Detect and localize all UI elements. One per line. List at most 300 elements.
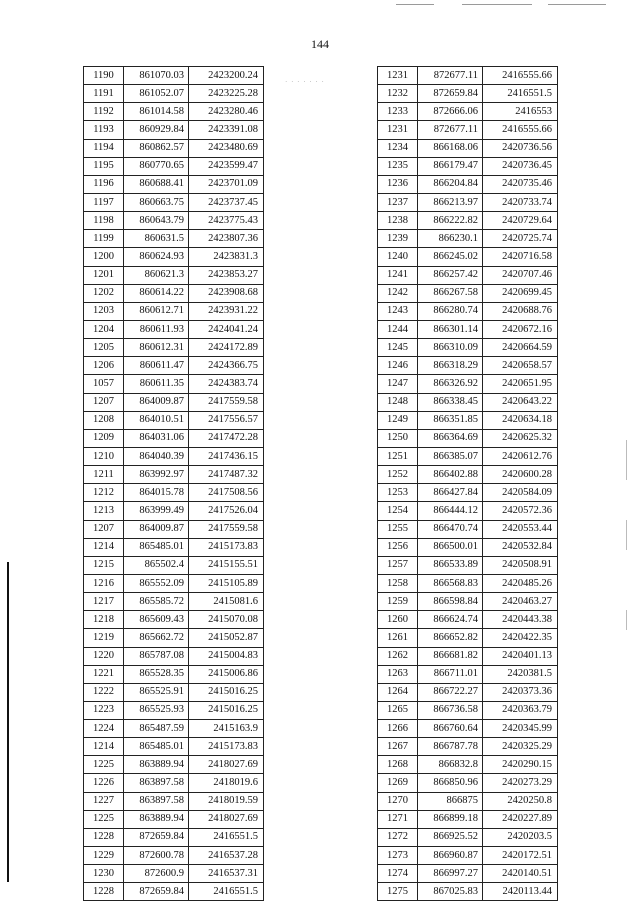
point-number: 1204 (84, 320, 124, 338)
x-coordinate: 865528.35 (124, 665, 189, 683)
point-number: 1225 (84, 756, 124, 774)
x-coordinate: 866568.83 (418, 574, 483, 592)
y-coordinate: 2417559.58 (189, 520, 264, 538)
table-row (378, 212, 558, 230)
page-number: 144 (311, 37, 329, 51)
y-coordinate: 2415052.87 (189, 629, 264, 647)
point-number: 1242 (378, 284, 418, 302)
y-coordinate: 2420345.99 (483, 720, 558, 738)
y-coordinate: 2420572.36 (483, 502, 558, 520)
table-row (84, 683, 264, 701)
x-coordinate: 865485.01 (124, 738, 189, 756)
point-number: 1267 (378, 738, 418, 756)
x-coordinate: 860612.71 (124, 302, 189, 320)
y-coordinate: 2420736.56 (483, 139, 558, 157)
x-coordinate: 860631.5 (124, 230, 189, 248)
table-row (378, 339, 558, 357)
point-number: 1191 (84, 85, 124, 103)
y-coordinate: 2420140.51 (483, 865, 558, 883)
y-coordinate: 2423599.47 (189, 157, 264, 175)
x-coordinate: 872659.84 (124, 828, 189, 846)
x-coordinate: 860621.3 (124, 266, 189, 284)
x-coordinate: 872600.9 (124, 865, 189, 883)
x-coordinate: 866364.69 (418, 429, 483, 447)
x-coordinate: 860611.47 (124, 357, 189, 375)
table-row (84, 284, 264, 302)
y-coordinate: 2423701.09 (189, 175, 264, 193)
point-number: 1228 (84, 828, 124, 846)
y-coordinate: 2420736.45 (483, 157, 558, 175)
x-coordinate: 866267.58 (418, 284, 483, 302)
y-coordinate: 2420113.44 (483, 883, 558, 901)
y-coordinate: 2420625.32 (483, 429, 558, 447)
x-coordinate: 861070.03 (124, 67, 189, 85)
x-coordinate: 866925.52 (418, 828, 483, 846)
y-coordinate: 2423807.36 (189, 230, 264, 248)
y-coordinate: 2420658.57 (483, 357, 558, 375)
y-coordinate: 2424041.24 (189, 320, 264, 338)
x-coordinate: 860643.79 (124, 212, 189, 230)
point-number: 1219 (84, 629, 124, 647)
y-coordinate: 2420716.58 (483, 248, 558, 266)
table-row (84, 103, 264, 121)
table-row (84, 302, 264, 320)
x-coordinate: 860611.93 (124, 320, 189, 338)
x-coordinate: 865662.72 (124, 629, 189, 647)
table-row (84, 774, 264, 792)
y-coordinate: 2420725.74 (483, 230, 558, 248)
point-number: 1231 (378, 67, 418, 85)
x-coordinate: 866899.18 (418, 810, 483, 828)
point-number: 1237 (378, 193, 418, 211)
x-coordinate: 866326.92 (418, 375, 483, 393)
table-row (378, 665, 558, 683)
point-number: 1211 (84, 466, 124, 484)
x-coordinate: 866598.84 (418, 593, 483, 611)
point-number: 1218 (84, 611, 124, 629)
y-coordinate: 2420443.38 (483, 611, 558, 629)
table-row (84, 139, 264, 157)
x-coordinate: 864009.87 (124, 520, 189, 538)
x-coordinate: 866470.74 (418, 520, 483, 538)
y-coordinate: 2418019.6 (189, 774, 264, 792)
table-row (378, 230, 558, 248)
x-coordinate: 860770.65 (124, 157, 189, 175)
table-row (378, 429, 558, 447)
table-row (84, 320, 264, 338)
table-row (84, 212, 264, 230)
point-number: 1192 (84, 103, 124, 121)
y-coordinate: 2420381.5 (483, 665, 558, 683)
y-coordinate: 2420250.8 (483, 792, 558, 810)
point-number: 1239 (378, 230, 418, 248)
table-row (378, 647, 558, 665)
y-coordinate: 2420733.74 (483, 193, 558, 211)
point-number: 1264 (378, 683, 418, 701)
table-row (378, 810, 558, 828)
x-coordinate: 866681.82 (418, 647, 483, 665)
y-coordinate: 2423737.45 (189, 193, 264, 211)
x-coordinate: 866652.82 (418, 629, 483, 647)
table-row (378, 447, 558, 465)
table-row (84, 720, 264, 738)
table-row (84, 447, 264, 465)
x-coordinate: 866850.96 (418, 774, 483, 792)
table-row (84, 411, 264, 429)
x-coordinate: 860688.41 (124, 175, 189, 193)
point-number: 1222 (84, 683, 124, 701)
point-number: 1208 (84, 411, 124, 429)
table-row (378, 593, 558, 611)
x-coordinate: 865552.09 (124, 574, 189, 592)
point-number: 1255 (378, 520, 418, 538)
x-coordinate: 866301.14 (418, 320, 483, 338)
y-coordinate: 2420485.26 (483, 574, 558, 592)
y-coordinate: 2418019.59 (189, 792, 264, 810)
x-coordinate: 860929.84 (124, 121, 189, 139)
x-coordinate: 872677.11 (418, 67, 483, 85)
y-coordinate: 2420729.64 (483, 212, 558, 230)
x-coordinate: 865787.08 (124, 647, 189, 665)
x-coordinate: 861014.58 (124, 103, 189, 121)
x-coordinate: 866500.01 (418, 538, 483, 556)
y-coordinate: 2415016.25 (189, 701, 264, 719)
table-row (84, 266, 264, 284)
y-coordinate: 2424383.74 (189, 375, 264, 393)
point-number: 1231 (378, 121, 418, 139)
y-coordinate: 2420688.76 (483, 302, 558, 320)
y-coordinate: 2415163.9 (189, 720, 264, 738)
x-coordinate: 866997.27 (418, 865, 483, 883)
y-coordinate: 2417559.58 (189, 393, 264, 411)
table-row (378, 248, 558, 266)
table-row (84, 393, 264, 411)
point-number: 1201 (84, 266, 124, 284)
point-number: 1227 (84, 792, 124, 810)
x-coordinate: 866533.89 (418, 556, 483, 574)
scan-edge-mark (626, 520, 627, 550)
point-number: 1216 (84, 574, 124, 592)
x-coordinate: 866960.87 (418, 847, 483, 865)
point-number: 1228 (84, 883, 124, 901)
point-number: 1275 (378, 883, 418, 901)
y-coordinate: 2420612.76 (483, 447, 558, 465)
y-coordinate: 2420699.45 (483, 284, 558, 302)
y-coordinate: 2418027.69 (189, 810, 264, 828)
table-row (378, 701, 558, 719)
table-row (378, 847, 558, 865)
table-row (378, 683, 558, 701)
point-number: 1235 (378, 157, 418, 175)
x-coordinate: 866402.88 (418, 466, 483, 484)
coordinates-table-left (83, 66, 264, 901)
point-number: 1197 (84, 193, 124, 211)
point-number: 1226 (84, 774, 124, 792)
table-row (378, 538, 558, 556)
table-row (378, 720, 558, 738)
x-coordinate: 866213.97 (418, 193, 483, 211)
y-coordinate: 2420672.16 (483, 320, 558, 338)
table-row (84, 556, 264, 574)
table-row (84, 175, 264, 193)
scan-rule (548, 4, 606, 5)
point-number: 1247 (378, 375, 418, 393)
scan-edge-mark (626, 440, 627, 480)
x-coordinate: 864031.06 (124, 429, 189, 447)
table-row (378, 466, 558, 484)
x-coordinate: 866222.82 (418, 212, 483, 230)
point-number: 1220 (84, 647, 124, 665)
x-coordinate: 872659.84 (124, 883, 189, 901)
x-coordinate: 866711.01 (418, 665, 483, 683)
y-coordinate: 2420227.89 (483, 810, 558, 828)
y-coordinate: 2415004.83 (189, 647, 264, 665)
x-coordinate: 865585.72 (124, 593, 189, 611)
point-number: 1207 (84, 393, 124, 411)
table-row (84, 611, 264, 629)
point-number: 1256 (378, 538, 418, 556)
x-coordinate: 865525.91 (124, 683, 189, 701)
x-coordinate: 866280.74 (418, 302, 483, 320)
x-coordinate: 864015.78 (124, 484, 189, 502)
y-coordinate: 2416537.31 (189, 865, 264, 883)
y-coordinate: 2420373.36 (483, 683, 558, 701)
table-row (378, 139, 558, 157)
x-coordinate: 860611.35 (124, 375, 189, 393)
table-row (378, 738, 558, 756)
x-coordinate: 867025.83 (418, 883, 483, 901)
table-row (84, 484, 264, 502)
y-coordinate: 2423831.3 (189, 248, 264, 266)
table-row (84, 756, 264, 774)
y-coordinate: 2423280.46 (189, 103, 264, 121)
y-coordinate: 2420422.35 (483, 629, 558, 647)
table-row (84, 665, 264, 683)
point-number: 1213 (84, 502, 124, 520)
point-number: 1230 (84, 865, 124, 883)
point-number: 1252 (378, 466, 418, 484)
point-number: 1232 (378, 85, 418, 103)
y-coordinate: 2420707.46 (483, 266, 558, 284)
table-row (84, 121, 264, 139)
table-row (378, 67, 558, 85)
margin-bar (7, 562, 9, 882)
y-coordinate: 2420600.28 (483, 466, 558, 484)
x-coordinate: 863889.94 (124, 810, 189, 828)
point-number: 1214 (84, 538, 124, 556)
table-row (378, 320, 558, 338)
point-number: 1221 (84, 665, 124, 683)
point-number: 1268 (378, 756, 418, 774)
x-coordinate: 872659.84 (418, 85, 483, 103)
scan-smudge: · · · · · · · (285, 78, 325, 86)
scan-rule (462, 4, 532, 5)
point-number: 1223 (84, 701, 124, 719)
y-coordinate: 2418027.69 (189, 756, 264, 774)
y-coordinate: 2416551.5 (483, 85, 558, 103)
y-coordinate: 2423480.69 (189, 139, 264, 157)
x-coordinate: 866179.47 (418, 157, 483, 175)
y-coordinate: 2416551.5 (189, 883, 264, 901)
y-coordinate: 2416537.28 (189, 847, 264, 865)
table-row (378, 302, 558, 320)
x-coordinate: 866230.1 (418, 230, 483, 248)
table-row (84, 647, 264, 665)
x-coordinate: 866875 (418, 792, 483, 810)
point-number: 1229 (84, 847, 124, 865)
point-number: 1245 (378, 339, 418, 357)
point-number: 1253 (378, 484, 418, 502)
point-number: 1260 (378, 611, 418, 629)
y-coordinate: 2416555.66 (483, 121, 558, 139)
table-row (84, 85, 264, 103)
y-coordinate: 2420508.91 (483, 556, 558, 574)
point-number: 1261 (378, 629, 418, 647)
point-number: 1254 (378, 502, 418, 520)
table-row (84, 357, 264, 375)
point-number: 1195 (84, 157, 124, 175)
table-row (84, 520, 264, 538)
point-number: 1243 (378, 302, 418, 320)
point-number: 1257 (378, 556, 418, 574)
point-number: 1263 (378, 665, 418, 683)
y-coordinate: 2417508.56 (189, 484, 264, 502)
point-number: 1210 (84, 447, 124, 465)
point-number: 1250 (378, 429, 418, 447)
y-coordinate: 2415081.6 (189, 593, 264, 611)
x-coordinate: 865609.43 (124, 611, 189, 629)
y-coordinate: 2415173.83 (189, 738, 264, 756)
x-coordinate: 865502.4 (124, 556, 189, 574)
table-row (378, 883, 558, 901)
x-coordinate: 860862.57 (124, 139, 189, 157)
table-row (378, 193, 558, 211)
table-row (84, 429, 264, 447)
x-coordinate: 872677.11 (418, 121, 483, 139)
point-number: 1193 (84, 121, 124, 139)
y-coordinate: 2417487.32 (189, 466, 264, 484)
point-number: 1199 (84, 230, 124, 248)
x-coordinate: 863889.94 (124, 756, 189, 774)
table-row (84, 792, 264, 810)
y-coordinate: 2423908.68 (189, 284, 264, 302)
x-coordinate: 860663.75 (124, 193, 189, 211)
point-number: 1198 (84, 212, 124, 230)
x-coordinate: 863999.49 (124, 502, 189, 520)
x-coordinate: 866257.42 (418, 266, 483, 284)
point-number: 1249 (378, 411, 418, 429)
table-row (378, 375, 558, 393)
y-coordinate: 2423225.28 (189, 85, 264, 103)
x-coordinate: 860614.22 (124, 284, 189, 302)
x-coordinate: 860624.93 (124, 248, 189, 266)
x-coordinate: 864040.39 (124, 447, 189, 465)
table-row (84, 865, 264, 883)
table-row (378, 865, 558, 883)
point-number: 1224 (84, 720, 124, 738)
point-number: 1270 (378, 792, 418, 810)
point-number: 1266 (378, 720, 418, 738)
point-number: 1202 (84, 284, 124, 302)
y-coordinate: 2420363.79 (483, 701, 558, 719)
table-row (84, 339, 264, 357)
point-number: 1190 (84, 67, 124, 85)
point-number: 1271 (378, 810, 418, 828)
x-coordinate: 866245.02 (418, 248, 483, 266)
table-row (378, 611, 558, 629)
y-coordinate: 2424172.89 (189, 339, 264, 357)
y-coordinate: 2420172.51 (483, 847, 558, 865)
x-coordinate: 865525.93 (124, 701, 189, 719)
table-row (378, 629, 558, 647)
point-number: 1258 (378, 574, 418, 592)
x-coordinate: 866204.84 (418, 175, 483, 193)
x-coordinate: 866427.84 (418, 484, 483, 502)
point-number: 1262 (378, 647, 418, 665)
point-number: 1217 (84, 593, 124, 611)
x-coordinate: 861052.07 (124, 85, 189, 103)
table-row (378, 556, 558, 574)
x-coordinate: 866351.85 (418, 411, 483, 429)
point-number: 1244 (378, 320, 418, 338)
y-coordinate: 2420290.15 (483, 756, 558, 774)
point-number: 1234 (378, 139, 418, 157)
x-coordinate: 866444.12 (418, 502, 483, 520)
table-row (378, 357, 558, 375)
x-coordinate: 866168.06 (418, 139, 483, 157)
y-coordinate: 2420553.44 (483, 520, 558, 538)
y-coordinate: 2423775.43 (189, 212, 264, 230)
point-number: 1259 (378, 593, 418, 611)
y-coordinate: 2420735.46 (483, 175, 558, 193)
table-row (84, 883, 264, 901)
x-coordinate: 863897.58 (124, 792, 189, 810)
x-coordinate: 865487.59 (124, 720, 189, 738)
point-number: 1274 (378, 865, 418, 883)
point-number: 1238 (378, 212, 418, 230)
x-coordinate: 866832.8 (418, 756, 483, 774)
y-coordinate: 2420401.13 (483, 647, 558, 665)
x-coordinate: 866385.07 (418, 447, 483, 465)
y-coordinate: 2417526.04 (189, 502, 264, 520)
y-coordinate: 2420273.29 (483, 774, 558, 792)
y-coordinate: 2416551.5 (189, 828, 264, 846)
x-coordinate: 866318.29 (418, 357, 483, 375)
table-row (378, 411, 558, 429)
x-coordinate: 864010.51 (124, 411, 189, 429)
table-row (84, 828, 264, 846)
y-coordinate: 2423853.27 (189, 266, 264, 284)
x-coordinate: 866787.78 (418, 738, 483, 756)
x-coordinate: 866624.74 (418, 611, 483, 629)
y-coordinate: 2420532.84 (483, 538, 558, 556)
x-coordinate: 864009.87 (124, 393, 189, 411)
table-row (378, 175, 558, 193)
table-row (378, 121, 558, 139)
y-coordinate: 2417556.57 (189, 411, 264, 429)
point-number: 1057 (84, 375, 124, 393)
point-number: 1207 (84, 520, 124, 538)
y-coordinate: 2423931.22 (189, 302, 264, 320)
table-row (84, 248, 264, 266)
table-row (378, 284, 558, 302)
table-row (378, 502, 558, 520)
x-coordinate: 866760.64 (418, 720, 483, 738)
table-row (378, 828, 558, 846)
point-number: 1273 (378, 847, 418, 865)
y-coordinate: 2415070.08 (189, 611, 264, 629)
table-row (84, 738, 264, 756)
